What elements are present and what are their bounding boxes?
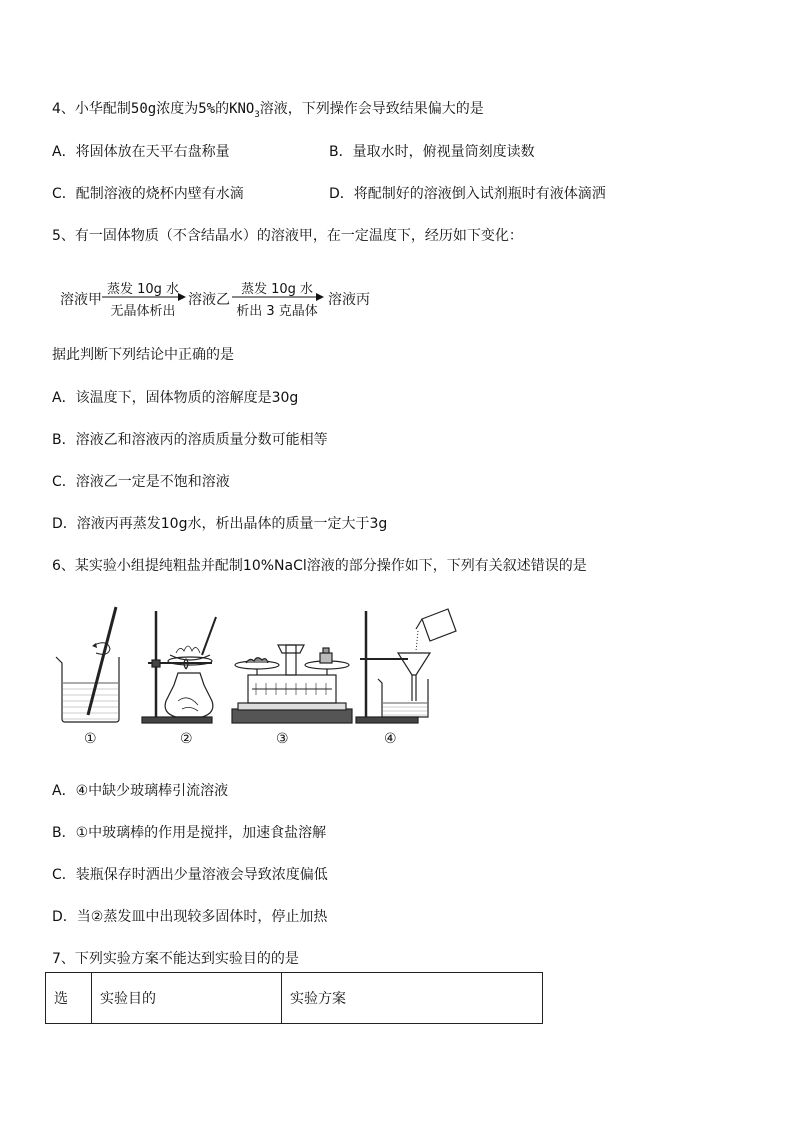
q6-option-b: B．①中玻璃棒的作用是搅拌，加速食盐溶解 <box>52 825 327 841</box>
figure-label-2: ② <box>180 731 193 747</box>
figure-label-1: ① <box>84 731 97 747</box>
figure-3-balance <box>232 645 352 723</box>
q5-option-c: C．溶液乙一定是不饱和溶液 <box>52 474 230 490</box>
figure-2-evaporation <box>142 611 216 723</box>
q4-option-c: C．配制溶液的烧杯内壁有水滴 <box>52 186 244 202</box>
q5-option-a: A．该温度下，固体物质的溶解度是30g <box>52 390 299 406</box>
q6-option-c: C．装瓶保存时洒出少量溶液会导致浓度偏低 <box>52 867 328 883</box>
lab-apparatus-drawings <box>52 605 472 730</box>
q5-stem: 5、有一固体物质（不含结晶水）的溶液甲，在一定温度下，经历如下变化： <box>52 228 523 244</box>
figure-label-4: ④ <box>384 731 397 747</box>
q5-prompt: 据此判断下列结论中正确的是 <box>52 347 234 363</box>
q6-stem: 6、某实验小组提纯粗盐并配制10%NaCl溶液的部分操作如下，下列有关叙述错误的是 <box>52 558 587 574</box>
node-solution-jia: 溶液甲 <box>60 292 102 308</box>
q6-figures <box>52 605 472 750</box>
arrow-2-below: 析出 3 克晶体 <box>236 304 318 319</box>
q7-stem: 7、下列实验方案不能达到实验目的的是 <box>52 951 299 967</box>
kno3-formula: $KNO_3$ <box>229 101 260 120</box>
q5-option-b: B．溶液乙和溶液丙的溶质质量分数可能相等 <box>52 432 328 448</box>
q4-option-b: B．量取水时，俯视量筒刻度读数 <box>329 144 535 160</box>
q4-stem: 4、小华配制50g浓度为5%的$KNO_3$溶液，下列操作会导致结果偏大的是 <box>52 101 484 120</box>
arrow-1-above: 蒸发 10g 水 <box>106 282 180 297</box>
q6-option-d: D．当②蒸发皿中出现较多固体时，停止加热 <box>52 909 328 925</box>
q5-option-d: D．溶液丙再蒸发10g水，析出晶体的质量一定大于3g <box>52 516 388 532</box>
q4-option-a: A．将固体放在天平右盘称量 <box>52 144 230 160</box>
arrow-2-above: 蒸发 10g 水 <box>240 282 314 297</box>
q6-option-a: A．④中缺少玻璃棒引流溶液 <box>52 783 229 799</box>
table-header-option: 选 <box>46 973 92 1024</box>
figure-4-filtration <box>356 609 456 723</box>
table-header-row <box>46 973 543 1024</box>
table-header-plan: 实验方案 <box>282 973 543 1024</box>
q4-option-d: D．将配制好的溶液倒入试剂瓶时有液体滴洒 <box>329 186 606 202</box>
node-solution-bing: 溶液丙 <box>328 292 370 308</box>
node-solution-yi: 溶液乙 <box>188 292 230 308</box>
table-header-goal: 实验目的 <box>92 973 282 1024</box>
q7-table <box>45 972 543 1024</box>
figure-label-3: ③ <box>276 731 289 747</box>
figure-1-beaker-stirring <box>56 607 119 722</box>
arrow-1-below: 无晶体析出 <box>110 304 176 319</box>
q5-scheme <box>60 278 480 322</box>
